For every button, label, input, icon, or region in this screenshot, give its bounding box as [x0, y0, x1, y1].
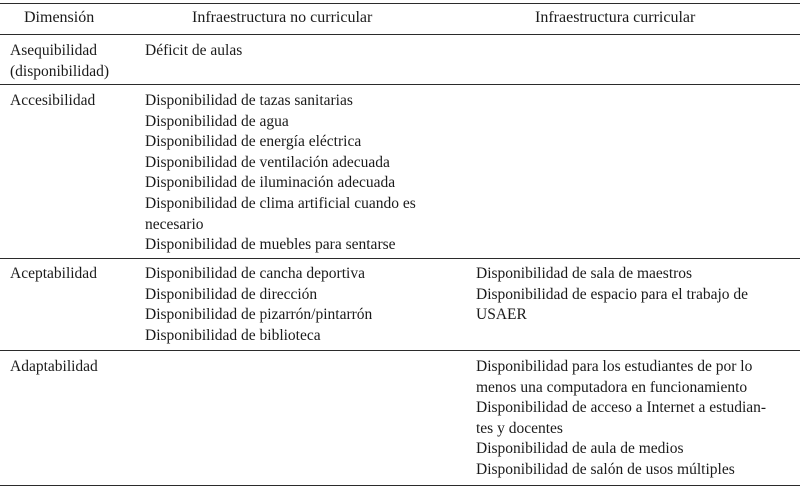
cell-line: Déficit de aulas — [145, 42, 243, 59]
header-non-curricular: Infraestructura no curricular — [192, 9, 373, 26]
cell-line: (disponibilidad) — [10, 62, 110, 80]
cell-line: menos una computadora en funcionamiento — [476, 378, 748, 396]
row-divider — [0, 84, 800, 85]
cell-line: Disponibilidad de aula de medios — [476, 440, 684, 458]
table-top-rule — [0, 3, 800, 4]
cell-line: Disponibilidad de espacio para el trabajo de — [476, 285, 749, 303]
cell-line: Disponibilidad para los estudiantes de por lo — [476, 358, 753, 375]
cell-line: Disponibilidad de cancha deportiva — [145, 265, 365, 282]
row-aceptabilidad-curricular — [476, 264, 748, 326]
cell-line: Disponibilidad de tazas sanitarias — [145, 92, 353, 109]
cell-line: Disponibilidad de sala de maestros — [476, 265, 693, 282]
row-divider — [0, 258, 800, 259]
cell-line: Adaptabilidad — [10, 358, 98, 375]
cell-line: Asequibilidad — [10, 42, 97, 59]
header-dimension: Dimensión — [24, 9, 95, 26]
row-divider — [0, 350, 800, 351]
row-adaptabilidad-curricular — [476, 357, 766, 481]
cell-line: necesario — [145, 215, 204, 233]
cell-line: Disponibilidad de muebles para sentarse — [145, 236, 396, 254]
row-accesibilidad-non-curricular — [145, 91, 416, 256]
cell-line: Disponibilidad de salón de usos múltiples — [476, 460, 735, 478]
cell-line: Accesibilidad — [10, 92, 96, 109]
cell-line: Disponibilidad de agua — [145, 112, 289, 130]
row-accesibilidad-dimension — [10, 91, 95, 112]
cell-line: Disponibilidad de pizarrón/pintarrón — [145, 306, 373, 324]
row-asequibilidad-dimension — [10, 41, 109, 82]
cell-line: Disponibilidad de biblioteca — [145, 326, 321, 344]
cell-line: Disponibilidad de iluminación adecuada — [145, 174, 396, 192]
row-aceptabilidad-non-curricular — [145, 264, 372, 346]
cell-line: Disponibilidad de energía eléctrica — [145, 133, 362, 151]
row-adaptabilidad-dimension — [10, 357, 98, 378]
cell-line: Disponibilidad de acceso a Internet a estudian- — [476, 399, 767, 417]
cell-line: Disponibilidad de ventilación adecuada — [145, 153, 390, 171]
cell-line: USAER — [476, 306, 527, 324]
cell-line: tes y docentes — [476, 419, 563, 437]
table-bottom-rule — [0, 485, 800, 486]
header-curricular: Infraestructura curricular — [535, 9, 696, 26]
header-rule — [0, 34, 800, 35]
cell-line: Aceptabilidad — [10, 265, 97, 282]
row-asequibilidad-non-curricular — [145, 41, 242, 62]
cell-line: Disponibilidad de clima artificial cuando es — [145, 194, 416, 212]
cell-line: Disponibilidad de dirección — [145, 285, 318, 303]
row-aceptabilidad-dimension — [10, 264, 97, 285]
